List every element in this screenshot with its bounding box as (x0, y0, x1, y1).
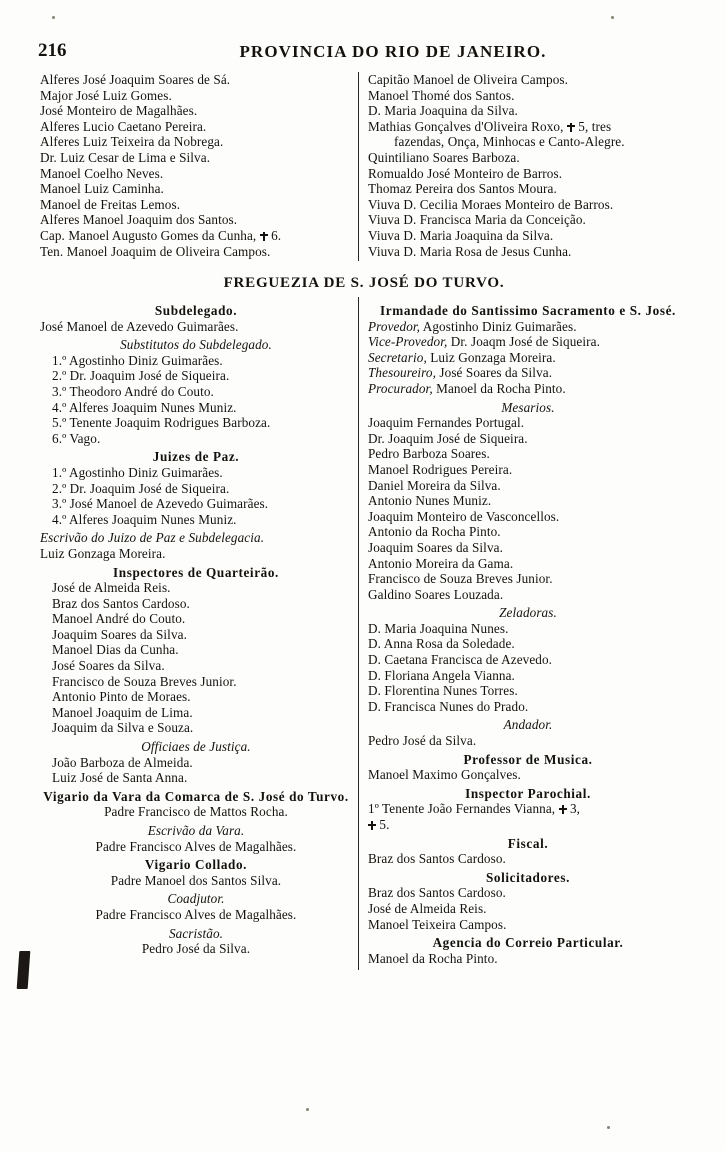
entry-line: 1.º Agostinho Diniz Guimarães. (52, 352, 223, 368)
entry-line: Padre Manoel dos Santos Silva. (110, 872, 282, 888)
top-name-columns (40, 72, 688, 259)
entry-line: Pedro Barboza Soares. (368, 446, 490, 462)
group-heading: Juizes de Paz. (152, 449, 240, 465)
entry-line: 5. (368, 817, 688, 833)
group-heading: Professor de Musica. (463, 751, 593, 767)
entry-line: Thesoureiro, José Soares da Silva. (368, 365, 553, 381)
entry-line: Manoel Rodrigues Pereira. (368, 461, 513, 477)
entry-line: Dr. Luiz Cesar de Lima e Silva. (40, 149, 211, 165)
entry-line: Padre Francisco Alves de Magalhães. (95, 838, 297, 854)
entry-line: Joaquim Soares da Silva. (368, 539, 503, 555)
entry-line: Manoel Coelho Neves. (40, 165, 164, 181)
entry-line: Procurador, Manoel da Rocha Pinto. (368, 380, 566, 396)
page-header (38, 40, 688, 62)
entry-line: Romualdo José Monteiro de Barros. (368, 165, 563, 181)
top-left-column (40, 72, 352, 259)
group-heading: Mesarios. (501, 399, 555, 415)
entry-line: D. Maria Joaquina Nunes. (368, 620, 509, 636)
entry-line: Alferes Lucio Caetano Pereira. (40, 118, 207, 134)
entry-line: Joaquim Monteiro de Vasconcellos. (368, 508, 560, 524)
entry-line: D. Maria Joaquina da Silva. (368, 103, 518, 119)
entry-line: Viuva D. Maria Rosa de Jesus Cunha. (368, 243, 572, 259)
printers-mark-top-left (52, 16, 55, 19)
entry-line: Capitão Manoel de Oliveira Campos. (368, 72, 569, 87)
left-column (40, 303, 352, 957)
entry-line: Thomaz Pereira dos Santos Moura. (368, 181, 557, 197)
entry-line: Viuva D. Maria Joaquina da Silva. (368, 227, 554, 243)
entry-line: Antonio da Rocha Pinto. (368, 524, 501, 540)
entry-line: Pedro José da Silva. (141, 941, 251, 957)
entry-line: 1º Tenente João Fernandes Vianna, 3, (368, 801, 581, 817)
entry-line: Pedro José da Silva. (368, 733, 477, 749)
entry-line: Joaquim da Silva e Souza. (52, 720, 194, 736)
entry-line: 4.º Alferes Joaquim Nunes Muniz. (52, 399, 237, 415)
entry-line: 3.º José Manoel de Azevedo Guimarães. (52, 496, 269, 512)
group-heading: Escrivão do Juizo de Paz e Subdelegacia. (40, 530, 265, 546)
group-heading: Subdelegado. (154, 303, 238, 318)
entry-line: Provedor, Agostinho Diniz Guimarães. (368, 318, 577, 334)
office-label: Provedor, (368, 318, 421, 334)
entry-line: José Manoel de Azevedo Guimarães. (40, 318, 239, 334)
printers-mark-bottom-right (607, 1126, 610, 1129)
group-heading: Irmandade do Santissimo Sacramento e S. José. (380, 303, 676, 318)
group-heading: Vigario Collado. (144, 857, 248, 873)
group-heading: Substitutos do Subdelegado. (120, 337, 272, 353)
margin-ink-mark (17, 951, 31, 989)
office-label: Vice-Provedor, (368, 334, 448, 350)
right-column (368, 303, 688, 966)
group-heading: Andador. (503, 717, 553, 733)
entry-line: José de Almeida Reis. (52, 580, 171, 596)
entry-line: 1.º Agostinho Diniz Guimarães. (52, 464, 223, 480)
entry-line: 6.º Vago. (52, 430, 101, 446)
running-title: PROVINCIA DO RIO DE JANEIRO. (239, 42, 547, 61)
group-heading: Agencia do Correio Particular. (432, 935, 624, 951)
entry-line: Manoel André do Couto. (52, 611, 186, 627)
group-heading: Fiscal. (507, 835, 549, 851)
office-label: Procurador, (368, 380, 433, 396)
entry-line: Francisco de Souza Breves Junior. (368, 571, 553, 587)
entry-line: José Soares da Silva. (52, 658, 165, 674)
top-right-column (368, 72, 688, 259)
entry-line: Alferes José Joaquim Soares de Sá. (40, 72, 231, 87)
main-two-column-body (40, 303, 688, 966)
group-heading: Vigario da Vara da Comarca de S. José do Turvo. (43, 788, 349, 804)
entry-line: Padre Francisco de Mattos Rocha. (104, 804, 288, 820)
entry-line: Ten. Manoel Joaquim de Oliveira Campos. (40, 243, 271, 259)
entry-line: Manoel Teixeira Campos. (368, 916, 507, 932)
entry-line: D. Florentina Nunes Torres. (368, 683, 518, 699)
entry-line: Galdino Soares Louzada. (368, 586, 504, 602)
entry-line: Daniel Moreira da Silva. (368, 477, 501, 493)
entry-line: Braz dos Santos Cardoso. (52, 595, 190, 611)
office-label: Secretario, (368, 349, 427, 365)
entry-line: José Monteiro de Magalhães. (40, 103, 198, 119)
entry-line: fazendas, Onça, Minhocas e Canto-Alegre. (394, 134, 625, 150)
entry-line: Cap. Manoel Augusto Gomes da Cunha, 6. (40, 227, 282, 243)
entry-line: Antonio Moreira da Gama. (368, 555, 514, 571)
entry-line: Francisco de Souza Breves Junior. (52, 673, 237, 689)
section-heading: FREGUEZIA DE S. JOSÉ DO TURVO. (223, 275, 505, 291)
entry-line: Dr. Joaquim José de Siqueira. (368, 430, 528, 446)
entry-line: 5.º Tenente Joaquim Rodrigues Barboza. (52, 415, 271, 431)
entry-line: Manoel Maximo Gonçalves. (368, 767, 521, 783)
group-heading: Inspector Parochial. (465, 785, 591, 801)
entry-line: João Barboza de Almeida. (52, 754, 193, 770)
entry-line: Antonio Pinto de Moraes. (52, 689, 191, 705)
entry-line: Braz dos Santos Cardoso. (368, 851, 506, 867)
column-divider-rule (358, 72, 359, 261)
entry-line: Joaquim Soares da Silva. (52, 626, 187, 642)
group-heading: Sacristão. (168, 925, 224, 941)
entry-line: Luiz Gonzaga Moreira. (40, 545, 166, 561)
entry-line: Major José Luiz Gomes. (40, 87, 172, 103)
entry-line: Alferes Luiz Teixeira da Nobrega. (40, 134, 224, 150)
entry-line: Padre Francisco Alves de Magalhães. (95, 906, 297, 922)
order-cross-icon (559, 805, 567, 814)
entry-line: Joaquim Fernandes Portugal. (368, 415, 525, 431)
entry-line: Quintiliano Soares Barboza. (368, 149, 520, 165)
entry-line: Vice-Provedor, Dr. Joaqm José de Siqueira. (368, 334, 600, 350)
entry-line: José de Almeida Reis. (368, 900, 487, 916)
entry-line: 3.º Theodoro André do Couto. (52, 383, 214, 399)
entry-line: D. Francisca Nunes do Prado. (368, 698, 529, 714)
entry-line: 2.º Dr. Joaquim José de Siqueira. (52, 480, 230, 496)
entry-line: Alferes Manoel Joaquim dos Santos. (40, 212, 238, 228)
entry-line: Braz dos Santos Cardoso. (368, 885, 506, 901)
group-heading: Solicitadores. (486, 869, 570, 885)
group-heading: Zeladoras. (499, 605, 557, 621)
group-heading: Inspectores de Quarteirão. (113, 564, 279, 580)
entry-line: Manoel Dias da Cunha. (52, 642, 179, 658)
group-heading: Officiaes de Justiça. (141, 739, 251, 755)
page-folio-number: 216 (38, 40, 67, 61)
column-divider-rule (358, 297, 359, 970)
entry-line: Viuva D. Cecilia Moraes Monteiro de Barros. (368, 196, 614, 212)
entry-line: Manoel Joaquim de Lima. (52, 704, 193, 720)
entry-line: Manoel da Rocha Pinto. (368, 950, 498, 966)
entry-line: Viuva D. Francisca Maria da Conceição. (368, 212, 586, 228)
entry-line: 2.º Dr. Joaquim José de Siqueira. (52, 368, 230, 384)
office-label: Thesoureiro, (368, 365, 436, 381)
order-cross-icon (260, 232, 268, 241)
entry-line: Secretario, Luiz Gonzaga Moreira. (368, 349, 556, 365)
entry-line: Manoel Thomé dos Santos. (368, 87, 515, 103)
entry-line: Mathias Gonçalves d'Oliveira Roxo, 5, tres (368, 118, 612, 134)
entry-line: Manoel Luiz Caminha. (40, 181, 164, 197)
order-cross-icon (368, 821, 376, 830)
entry-line: D. Anna Rosa da Soledade. (368, 636, 515, 652)
group-heading: Escrivão da Vara. (147, 823, 245, 838)
entry-line: 4.º Alferes Joaquim Nunes Muniz. (52, 511, 237, 527)
entry-line: Luiz José de Santa Anna. (52, 770, 188, 786)
printers-mark-bottom-left (306, 1108, 309, 1111)
entry-line: D. Floriana Angela Vianna. (368, 667, 515, 683)
printers-mark-top-right (611, 16, 614, 19)
order-cross-icon (567, 123, 575, 132)
entry-line: Manoel de Freitas Lemos. (40, 196, 181, 212)
group-heading: Coadjutor. (167, 891, 225, 907)
entry-line: Antonio Nunes Muniz. (368, 493, 492, 509)
entry-line: D. Caetana Francisca de Azevedo. (368, 652, 553, 668)
